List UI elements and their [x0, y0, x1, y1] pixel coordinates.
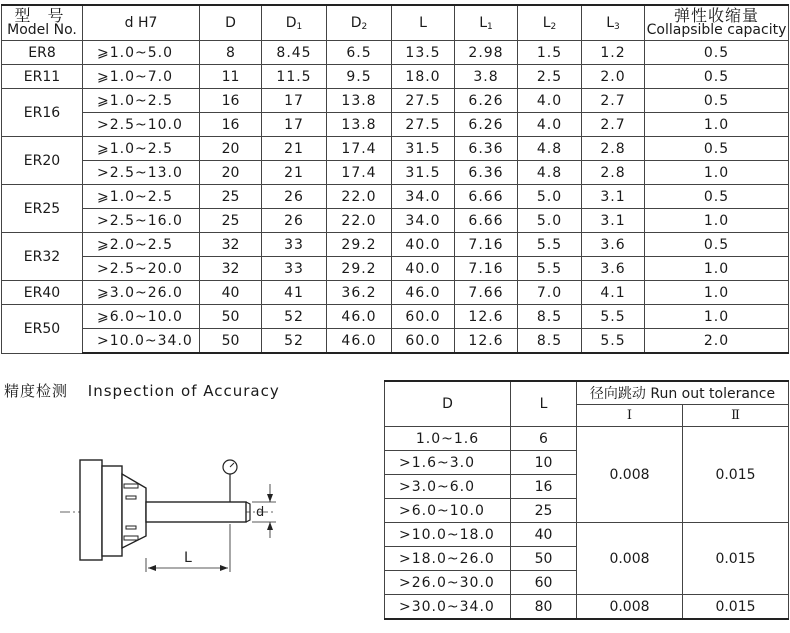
header-L1: $L_1$: [455, 5, 518, 41]
value-cell: 0.5: [645, 65, 789, 89]
table-row: [2, 209, 789, 233]
value-cell: 5.0: [518, 209, 582, 233]
header-runout: 径向跳动 Run out tolerance: [577, 381, 789, 405]
diameter-range-cell: >26.0~30.0: [385, 571, 511, 595]
value-cell: 32: [200, 257, 262, 281]
value-cell: 17: [262, 113, 327, 137]
value-cell: 2.98: [455, 41, 518, 65]
table-row: [385, 427, 789, 451]
value-cell: 13.8: [327, 113, 392, 137]
value-cell: 40: [200, 281, 262, 305]
value-cell: 5.5: [582, 305, 645, 329]
value-cell: 29.2: [327, 233, 392, 257]
length-cell: 60: [511, 571, 577, 595]
holder-flange: [80, 460, 102, 560]
bore-range-cell: ⩾2.0~2.5: [83, 233, 200, 257]
table-row: [2, 233, 789, 257]
value-cell: 34.0: [392, 209, 455, 233]
diameter-range-cell: >30.0~34.0: [385, 595, 511, 620]
bore-range-cell: >2.5~16.0: [83, 209, 200, 233]
value-cell: 21: [262, 137, 327, 161]
model-cell: ER8: [2, 41, 83, 65]
table-row: [2, 329, 789, 354]
value-cell: 4.0: [518, 113, 582, 137]
length-cell: 16: [511, 475, 577, 499]
value-cell: 1.0: [645, 209, 789, 233]
header-model: 型 号 Model No.: [2, 5, 83, 41]
bore-range-cell: ⩾1.0~5.0: [83, 41, 200, 65]
table-row: [2, 113, 789, 137]
value-cell: 1.0: [645, 281, 789, 305]
bore-range-cell: ⩾1.0~7.0: [83, 65, 200, 89]
header-L: L: [392, 5, 455, 41]
diameter-range-cell: >3.0~6.0: [385, 475, 511, 499]
value-cell: 8.45: [262, 41, 327, 65]
value-cell: 3.1: [582, 209, 645, 233]
header-D2: $D_2$: [327, 5, 392, 41]
value-cell: 8.5: [518, 305, 582, 329]
table-row: [2, 281, 789, 305]
clamping-nut: [102, 466, 122, 556]
value-cell: 5.5: [518, 257, 582, 281]
value-cell: 27.5: [392, 89, 455, 113]
grade-2-value: 0.015: [683, 595, 789, 620]
value-cell: 46.0: [327, 329, 392, 354]
value-cell: 1.0: [645, 161, 789, 185]
bore-range-cell: >2.5~10.0: [83, 113, 200, 137]
value-cell: 6.36: [455, 161, 518, 185]
table-row: [2, 41, 789, 65]
value-cell: 20: [200, 137, 262, 161]
model-cell: ER50: [2, 305, 83, 354]
value-cell: 6.66: [455, 209, 518, 233]
value-cell: 29.2: [327, 257, 392, 281]
header-capacity: 弹性收缩量 Collapsible capacity: [645, 5, 789, 41]
model-cell: ER16: [2, 89, 83, 137]
value-cell: 6.26: [455, 89, 518, 113]
runout-inspection-diagram: [60, 440, 290, 580]
diameter-range-cell: 1.0~1.6: [385, 427, 511, 451]
value-cell: 12.6: [455, 305, 518, 329]
header-L: L: [511, 381, 577, 427]
length-cell: 6: [511, 427, 577, 451]
value-cell: 25: [200, 209, 262, 233]
value-cell: 8: [200, 41, 262, 65]
value-cell: 52: [262, 329, 327, 354]
model-cell: ER40: [2, 281, 83, 305]
value-cell: 27.5: [392, 113, 455, 137]
collet-slot: [124, 536, 138, 540]
table-row: [2, 137, 789, 161]
header-D: D: [385, 381, 511, 427]
value-cell: 1.0: [645, 113, 789, 137]
diameter-range-cell: >1.6~3.0: [385, 451, 511, 475]
diameter-range-cell: >6.0~10.0: [385, 499, 511, 523]
collet-slot: [126, 496, 136, 499]
value-cell: 0.5: [645, 137, 789, 161]
value-cell: 40.0: [392, 257, 455, 281]
value-cell: 16: [200, 113, 262, 137]
value-cell: 6.5: [327, 41, 392, 65]
length-cell: 10: [511, 451, 577, 475]
value-cell: 31.5: [392, 137, 455, 161]
value-cell: 3.1: [582, 185, 645, 209]
value-cell: 7.66: [455, 281, 518, 305]
value-cell: 0.5: [645, 41, 789, 65]
value-cell: 50: [200, 305, 262, 329]
value-cell: 17.4: [327, 137, 392, 161]
value-cell: 5.5: [518, 233, 582, 257]
length-cell: 80: [511, 595, 577, 620]
table-row: [2, 257, 789, 281]
value-cell: 33: [262, 233, 327, 257]
length-cell: 25: [511, 499, 577, 523]
bore-range-cell: >10.0~34.0: [83, 329, 200, 354]
runout-tolerance-table: [384, 380, 789, 620]
value-cell: 26: [262, 209, 327, 233]
value-cell: 1.0: [645, 257, 789, 281]
grade-1-value: 0.008: [577, 427, 683, 523]
value-cell: 6.66: [455, 185, 518, 209]
value-cell: 46.0: [392, 281, 455, 305]
length-label: L: [184, 550, 192, 566]
value-cell: 22.0: [327, 185, 392, 209]
bore-range-cell: ⩾6.0~10.0: [83, 305, 200, 329]
table-row: [2, 161, 789, 185]
value-cell: 21: [262, 161, 327, 185]
grade-2-value: 0.015: [683, 523, 789, 595]
value-cell: 2.0: [582, 65, 645, 89]
bore-range-cell: >2.5~20.0: [83, 257, 200, 281]
value-cell: 1.2: [582, 41, 645, 65]
value-cell: 1.0: [645, 305, 789, 329]
grade-1-value: 0.008: [577, 595, 683, 620]
bore-range-cell: ⩾1.0~2.5: [83, 137, 200, 161]
value-cell: 2.5: [518, 65, 582, 89]
value-cell: 18.0: [392, 65, 455, 89]
header-D: D: [200, 5, 262, 41]
table-row: [385, 523, 789, 547]
value-cell: 5.5: [582, 329, 645, 354]
bore-range-cell: ⩾3.0~26.0: [83, 281, 200, 305]
value-cell: 20: [200, 161, 262, 185]
model-cell: ER25: [2, 185, 83, 233]
value-cell: 33: [262, 257, 327, 281]
model-cell: ER20: [2, 137, 83, 185]
value-cell: 46.0: [327, 305, 392, 329]
value-cell: 4.8: [518, 161, 582, 185]
inspection-title-en: Inspection of Accuracy: [87, 382, 280, 400]
collet-spec-table: [1, 4, 789, 354]
inspection-title-cn: 精度检测: [4, 382, 69, 400]
bore-range-cell: ⩾1.0~2.5: [83, 185, 200, 209]
collet-slot: [124, 484, 138, 488]
table-row: [2, 89, 789, 113]
value-cell: 7.0: [518, 281, 582, 305]
value-cell: 0.5: [645, 89, 789, 113]
collet-slot: [126, 526, 136, 529]
value-cell: 0.5: [645, 185, 789, 209]
value-cell: 50: [200, 329, 262, 354]
value-cell: 2.0: [645, 329, 789, 354]
header-D1: $D_1$: [262, 5, 327, 41]
value-cell: 17.4: [327, 161, 392, 185]
header-grade-1: Ⅰ: [577, 405, 683, 427]
value-cell: 2.8: [582, 161, 645, 185]
header-L2: $L_2$: [518, 5, 582, 41]
table-row: [385, 595, 789, 620]
value-cell: 40.0: [392, 233, 455, 257]
value-cell: 13.8: [327, 89, 392, 113]
value-cell: 2.7: [582, 113, 645, 137]
header-L3: $L_3$: [582, 5, 645, 41]
test-mandrel: [146, 502, 246, 522]
diameter-range-cell: >18.0~26.0: [385, 547, 511, 571]
value-cell: 3.8: [455, 65, 518, 89]
value-cell: 6.26: [455, 113, 518, 137]
model-cell: ER32: [2, 233, 83, 281]
value-cell: 4.0: [518, 89, 582, 113]
value-cell: 6.36: [455, 137, 518, 161]
inspection-section-title: [4, 380, 280, 401]
value-cell: 9.5: [327, 65, 392, 89]
length-cell: 40: [511, 523, 577, 547]
value-cell: 7.16: [455, 233, 518, 257]
value-cell: 17: [262, 89, 327, 113]
value-cell: 31.5: [392, 161, 455, 185]
length-cell: 50: [511, 547, 577, 571]
value-cell: 60.0: [392, 329, 455, 354]
value-cell: 8.5: [518, 329, 582, 354]
grade-2-value: 0.015: [683, 427, 789, 523]
header-d: d H7: [83, 5, 200, 41]
table-row: [2, 185, 789, 209]
diameter-label: d: [256, 505, 265, 520]
value-cell: 34.0: [392, 185, 455, 209]
header-grade-2: Ⅱ: [683, 405, 789, 427]
value-cell: 3.6: [582, 233, 645, 257]
value-cell: 22.0: [327, 209, 392, 233]
value-cell: 16: [200, 89, 262, 113]
value-cell: 4.8: [518, 137, 582, 161]
value-cell: 7.16: [455, 257, 518, 281]
value-cell: 12.6: [455, 329, 518, 354]
bore-range-cell: >2.5~13.0: [83, 161, 200, 185]
value-cell: 3.6: [582, 257, 645, 281]
diameter-range-cell: >10.0~18.0: [385, 523, 511, 547]
value-cell: 41: [262, 281, 327, 305]
value-cell: 2.7: [582, 89, 645, 113]
value-cell: 36.2: [327, 281, 392, 305]
value-cell: 4.1: [582, 281, 645, 305]
value-cell: 5.0: [518, 185, 582, 209]
value-cell: 0.5: [645, 233, 789, 257]
value-cell: 32: [200, 233, 262, 257]
value-cell: 2.8: [582, 137, 645, 161]
table-row: [2, 65, 789, 89]
value-cell: 1.5: [518, 41, 582, 65]
bore-range-cell: ⩾1.0~2.5: [83, 89, 200, 113]
table-row: [2, 305, 789, 329]
value-cell: 26: [262, 185, 327, 209]
value-cell: 25: [200, 185, 262, 209]
value-cell: 11.5: [262, 65, 327, 89]
model-cell: ER11: [2, 65, 83, 89]
value-cell: 13.5: [392, 41, 455, 65]
grade-1-value: 0.008: [577, 523, 683, 595]
value-cell: 60.0: [392, 305, 455, 329]
value-cell: 11: [200, 65, 262, 89]
value-cell: 52: [262, 305, 327, 329]
